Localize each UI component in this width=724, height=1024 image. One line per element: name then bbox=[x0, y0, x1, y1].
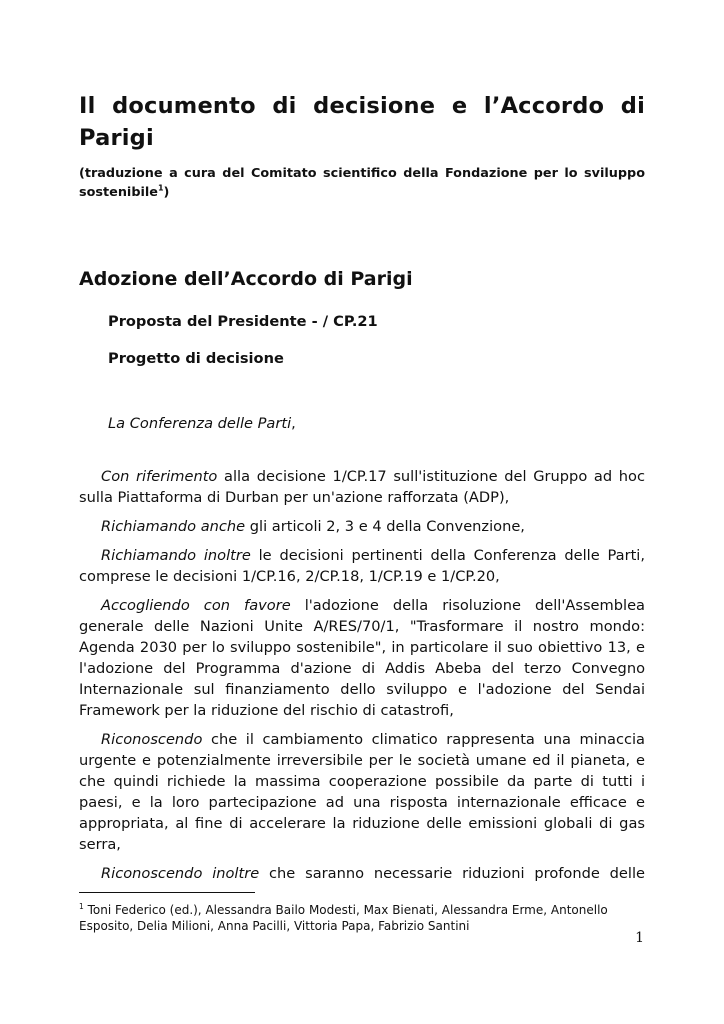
page-number: 1 bbox=[635, 930, 644, 946]
footnote bbox=[79, 899, 645, 934]
footnote-marker: 1 bbox=[79, 902, 84, 911]
paragraph-lead: Riconoscendo bbox=[101, 731, 203, 748]
paragraph bbox=[79, 863, 645, 884]
paragraph-text: l'adozione della risoluzione dell'Assemblea generale delle Nazioni Unite A/RES/70/1, "Trasformare il nostro mondo: Agenda 2030 per lo sviluppo sostenibile", in particolare il suo obiettivo 13, e l'adozione del Programma d'azione di Addis Abeba del terzo Convegno Internazionale sul finanziamento dello sviluppo e l'adozione del Sendai Framework per la riduzione del rischio di catastrofi, bbox=[79, 597, 645, 719]
paragraph-text: le decisioni pertinenti della Conferenza delle Parti, comprese le decisioni 1/CP.16, 2/CP.18, 1/CP.19 e 1/CP.20, bbox=[79, 547, 645, 585]
paragraph-text: gli articoli 2, 3 e 4 della Convenzione, bbox=[245, 518, 525, 535]
footnote-text: Toni Federico (ed.), Alessandra Bailo Modesti, Max Bienati, Alessandra Erme, Antonello Esposito, Delia Milioni, Anna Pacilli, Vittoria Papa, Fabrizio Santini bbox=[79, 903, 608, 933]
translation-credit bbox=[79, 164, 645, 202]
document-title: Il documento di decisione e l’Accordo di Parigi bbox=[79, 93, 645, 151]
paragraph-lead: Riconoscendo inoltre bbox=[101, 865, 260, 882]
paragraph-text: che saranno necessarie riduzioni profonde delle bbox=[259, 865, 645, 882]
paragraph bbox=[79, 466, 645, 508]
paragraph-text: alla decisione 1/CP.17 sull'istituzione del Gruppo ad hoc sulla Piattaforma di Durban per un'azione rafforzata (ADP), bbox=[79, 468, 646, 506]
document-body bbox=[79, 90, 645, 892]
paragraph-lead: Richiamando inoltre bbox=[101, 547, 251, 564]
paragraph-lead: Con riferimento bbox=[101, 468, 218, 485]
paragraph-lead: Accogliendo con favore bbox=[101, 597, 291, 614]
conference-line bbox=[108, 414, 645, 434]
conference-line-italic: La Conferenza delle Parti bbox=[108, 415, 292, 432]
section-heading: Adozione dell’Accordo di Parigi bbox=[79, 268, 413, 290]
footnote-reference[interactable]: 1 bbox=[157, 183, 164, 193]
paragraph bbox=[79, 595, 645, 721]
paragraph bbox=[79, 516, 645, 537]
proposal-line: Proposta del Presidente - / CP.21 bbox=[108, 313, 378, 330]
paragraph bbox=[79, 729, 645, 855]
paragraph-lead: Richiamando anche bbox=[101, 518, 246, 535]
draft-label: Progetto di decisione bbox=[108, 350, 284, 367]
footnote-separator bbox=[79, 892, 255, 893]
translation-credit-text: (traduzione a cura del Comitato scientifico della Fondazione per lo sviluppo sostenibile bbox=[79, 166, 645, 200]
conference-line-rest: , bbox=[291, 415, 296, 432]
preamble-paragraphs bbox=[79, 466, 645, 884]
translation-credit-close: ) bbox=[163, 185, 170, 200]
paragraph bbox=[79, 545, 645, 587]
paragraph-text: che il cambiamento climatico rappresenta una minaccia urgente e potenzialmente irreversibile per le società umane ed il pianeta, e che quindi richiede la massima cooperazione possibile da parte di tutti i paesi, e la loro partecipazione ad una risposta internazionale efficace e appropriata, al fine di accelerare la riduzione delle emissioni globali di gas serra, bbox=[79, 731, 645, 853]
